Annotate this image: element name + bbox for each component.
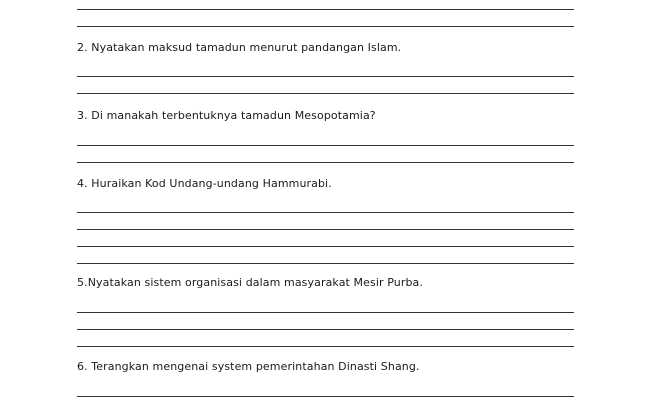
- question-4: 4. Huraikan Kod Undang-undang Hammurabi.: [77, 177, 332, 190]
- question-5: 5.Nyatakan sistem organisasi dalam masyarakat Mesir Purba.: [77, 276, 423, 289]
- answer-line: [77, 93, 574, 94]
- answer-line: [77, 396, 574, 397]
- answer-line: [77, 145, 574, 146]
- question-6: 6. Terangkan mengenai system pemerintahan Dinasti Shang.: [77, 360, 420, 373]
- answer-line: [77, 346, 574, 347]
- answer-line: [77, 76, 574, 77]
- answer-line: [77, 263, 574, 264]
- answer-line: [77, 246, 574, 247]
- answer-line: [77, 329, 574, 330]
- answer-line: [77, 26, 574, 27]
- answer-line: [77, 229, 574, 230]
- answer-line: [77, 9, 574, 10]
- question-3: 3. Di manakah terbentuknya tamadun Mesopotamia?: [77, 109, 376, 122]
- answer-line: [77, 212, 574, 213]
- question-2: 2. Nyatakan maksud tamadun menurut pandangan Islam.: [77, 41, 402, 54]
- answer-line: [77, 312, 574, 313]
- answer-line: [77, 162, 574, 163]
